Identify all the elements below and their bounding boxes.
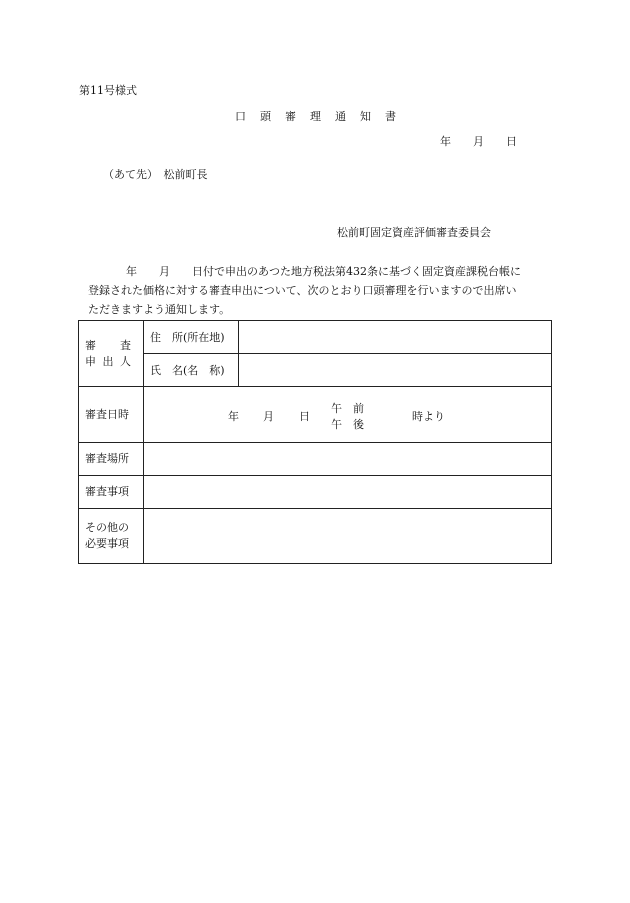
matters-field[interactable] bbox=[144, 476, 552, 509]
table-row-matters bbox=[79, 476, 552, 509]
am-label: 午 前 bbox=[331, 402, 364, 415]
other-field[interactable] bbox=[144, 509, 552, 564]
title-char: 書 bbox=[385, 110, 396, 123]
committee-name: 松前町固定資産評価審査委員会 bbox=[337, 226, 491, 239]
pm-label: 午 後 bbox=[331, 418, 364, 431]
date-month-label: 月 bbox=[263, 410, 274, 423]
date-field[interactable] bbox=[144, 387, 552, 443]
table-row-name bbox=[79, 354, 552, 387]
body-line-2: 登録された価格に対する審査申出について、次のとおり口頭審理を行いますので出席い bbox=[88, 284, 517, 297]
address-field[interactable] bbox=[239, 321, 552, 354]
matters-label: 審査事項 bbox=[79, 476, 144, 509]
name-field[interactable] bbox=[239, 354, 552, 387]
place-label: 審査場所 bbox=[79, 443, 144, 476]
place-field[interactable] bbox=[144, 443, 552, 476]
date-label: 審査日時 bbox=[79, 387, 144, 443]
table-row-other bbox=[79, 509, 552, 564]
form-number: 第11号様式 bbox=[79, 84, 137, 97]
applicant-label: 審 査 申 出 人 bbox=[79, 321, 144, 387]
date-year-label: 年 bbox=[440, 135, 451, 148]
date-day-label: 日 bbox=[299, 410, 310, 423]
notice-body bbox=[88, 262, 558, 319]
title-char: 口 bbox=[235, 110, 246, 123]
body-line-1: 年 月 日付で申出のあつた地方税法第432条に基づく固定資産課税台帳に bbox=[126, 265, 521, 278]
address-label: 住 所(所在地) bbox=[144, 321, 239, 354]
table-row-date bbox=[79, 387, 552, 443]
title-char: 知 bbox=[360, 110, 371, 123]
notice-table bbox=[78, 320, 552, 564]
issue-date bbox=[440, 133, 539, 149]
date-year-label: 年 bbox=[228, 410, 239, 423]
body-line-3: ただきますよう通知します。 bbox=[88, 303, 231, 316]
from-time-label: 時より bbox=[412, 410, 445, 423]
table-row-place bbox=[79, 443, 552, 476]
title-char: 審 bbox=[285, 110, 296, 123]
document-title bbox=[235, 108, 410, 124]
date-day-label: 日 bbox=[506, 135, 517, 148]
title-char: 理 bbox=[310, 110, 321, 123]
name-label: 氏 名(名 称) bbox=[144, 354, 239, 387]
date-month-label: 月 bbox=[473, 135, 484, 148]
table-row-address bbox=[79, 321, 552, 354]
title-char: 通 bbox=[335, 110, 346, 123]
other-label: その他の 必要事項 bbox=[79, 509, 144, 564]
title-char: 頭 bbox=[260, 110, 271, 123]
addressee: （あて先） 松前町長 bbox=[103, 168, 208, 181]
